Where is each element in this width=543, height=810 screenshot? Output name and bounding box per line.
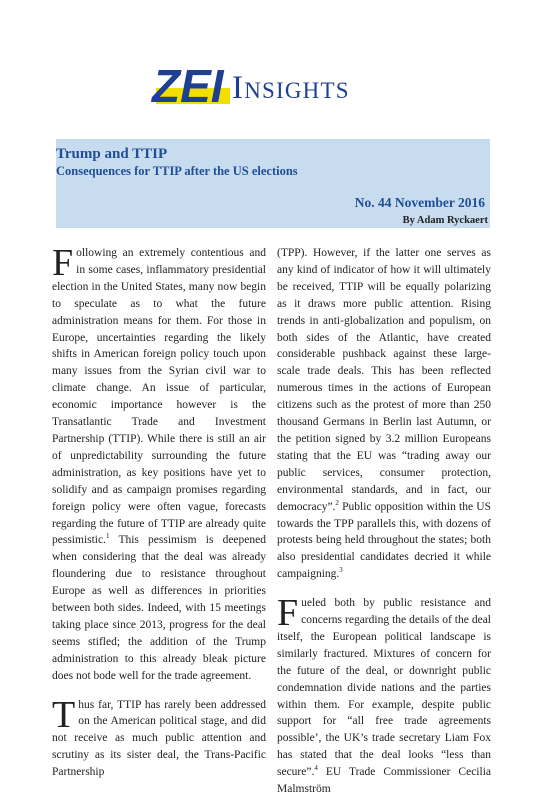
paragraph [52,242,266,685]
paragraph-text: ueled both by public resistance and concerns regarding the details of the deal itself, the European political landscape is similarly fractured. Mixtures of concern for the future of the deal, or downright public condemnation divide nations and the parties within them. For example, despite public support for “all free trade agreements possible’, the UK’s trade secretary Liam Fox has stated that the deal looks “less than secure”. [277,597,491,779]
zei-insights-logo [150,58,410,110]
paragraph [52,693,266,782]
footnote-ref: 3 [339,566,343,575]
drop-cap: F [52,242,74,284]
paragraph [277,245,491,583]
article-title: Trump and TTIP [56,146,168,162]
paragraph-text: This pessimism is deepened when considering that the deal was already floundering due to resistance throughout Europe as well as differences in priorities between both sides. Indeed, with 15 meetings taking place since 2013, progress for the deal seems stifled; the addition of the Trump administration to this already bleak picture does not bode well for the trade agreement. [52,534,266,682]
drop-cap: F [277,592,299,635]
paragraph-text: hus far, TTIP has rarely been addressed on the American political stage, and did not receive as much public attention and scrutiny as its sister deal, the Trans-Pacific Partnership [52,698,266,779]
logo-zei-text: ZEI [152,60,224,110]
issue-number-date: No. 44 November 2016 [354,195,485,210]
paragraph-text: Public opposition within the US towards the TPP parallels this, with dozens of protests being held throughout the states; both also presidential candidates decried it while campaigning. [277,500,491,581]
article-subtitle: Consequences for TTIP after the US elections [56,164,298,178]
footnote-ref: 4 [314,764,318,773]
paragraph-text: (TPP). However, if the latter one serves as any kind of indicator of how it will ultimately be received, TTIP will be equally polarizing as it draws more public attention. Rising trends in anti-globalization and populism, on both sides of the Atlantic, have created considerable pushback against these large-scale trade deals. This has been reflected numerous times in the actions of European citizens such as the protest of more than 250 thousand Germans in Berlin last Autumn, or the petition signed by 3.2 million Europeans stating that the EU was “trading away our public services, consumer protection, environmental standards, and in fact, our democracy”. [277,247,491,513]
paragraph-text: EU Trade Commissioner Cecilia Malmström [277,766,491,796]
paragraph-text: ollowing an extremely contentious and in some cases, inflammatory presidential election in the United States, many now begin to speculate as to what the future administration means for them. For those in Europe, uncertainties regarding the likely shifts in American foreign policy touch upon many issues from the Syrian civil war to climate change. An issue of particular, economic importance however is the Transatlantic Trade and Investment Partnership (TTIP). While there is still an air of unpredictability surrounding the future administration, as key positions have yet to solidify and as campaign promises regarding foreign policy were often vague, forecasts regarding the future of TTIP are already quite pessimistic. [52,247,266,547]
drop-cap: T [52,693,76,736]
footnote-ref: 2 [335,498,339,507]
logo-brand-word: Insights [232,70,350,106]
footnote-ref: 1 [106,532,110,541]
author-byline: By Adam Ryckaert [402,215,488,226]
text-column-right [277,245,491,810]
text-column-left [52,242,266,793]
zei-logo-mark [150,58,232,110]
